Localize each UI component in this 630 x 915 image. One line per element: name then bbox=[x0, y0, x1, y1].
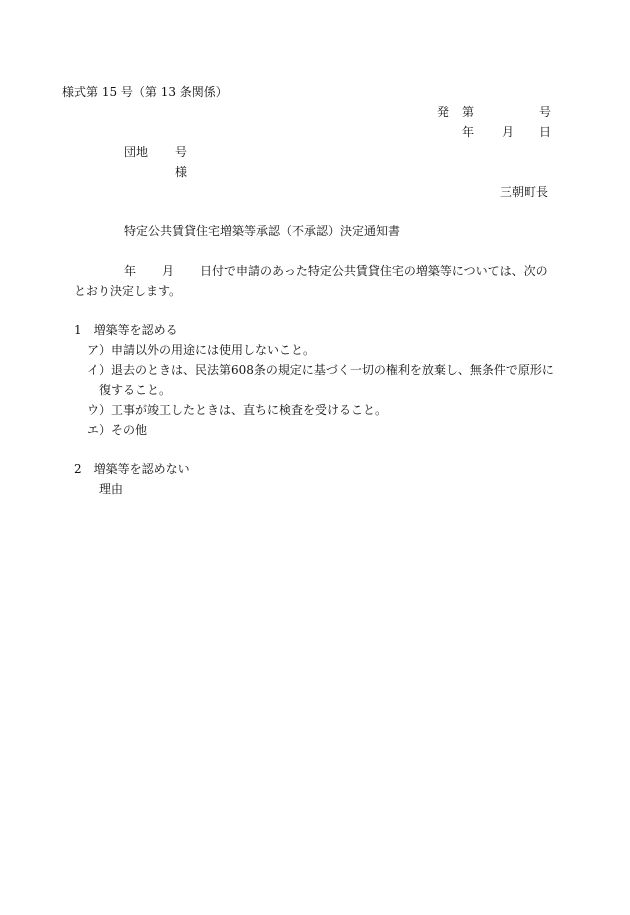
document-title: 特定公共賃貸住宅増築等承認（不承認）決定通知書 bbox=[124, 224, 401, 238]
body-line2: とおり決定します。 bbox=[74, 284, 182, 298]
section1-item-i-cont: 復すること。 bbox=[99, 383, 172, 397]
section1-heading: 1 増築等を認める bbox=[74, 323, 178, 337]
section2-heading: 2 増築等を認めない bbox=[74, 462, 190, 476]
issue-go: 号 bbox=[539, 105, 552, 119]
issue-dai: 第 bbox=[462, 105, 475, 119]
issue-month: 月 bbox=[502, 125, 515, 139]
addressee-danchi: 団地 bbox=[124, 145, 149, 159]
section1-item-u: ウ）工事が竣工したときは、直ちに検査を受けること。 bbox=[87, 403, 388, 417]
section1-item-a: ア）申請以外の用途には使用しないこと。 bbox=[87, 343, 316, 357]
issue-day: 日 bbox=[539, 125, 552, 139]
addressee-go: 号 bbox=[175, 145, 188, 159]
section1-item-e: エ）その他 bbox=[87, 423, 148, 437]
form-reference: 様式第 15 号（第 13 条関係） bbox=[62, 85, 228, 99]
addressee-sama: 様 bbox=[175, 165, 188, 179]
body-month: 月 bbox=[162, 264, 175, 278]
body-year: 年 bbox=[124, 264, 137, 278]
sender-name: 三朝町長 bbox=[500, 185, 549, 199]
section2-reason-label: 理由 bbox=[99, 482, 124, 496]
body-line1: 日付で申請のあった特定公共賃貸住宅の増築等については、次の bbox=[200, 264, 548, 278]
section1-item-i: イ）退去のときは、民法第608条の規定に基づく一切の権利を放棄し、無条件で原形に bbox=[87, 363, 554, 377]
issue-hatsu: 発 bbox=[437, 105, 450, 119]
issue-year: 年 bbox=[462, 125, 475, 139]
